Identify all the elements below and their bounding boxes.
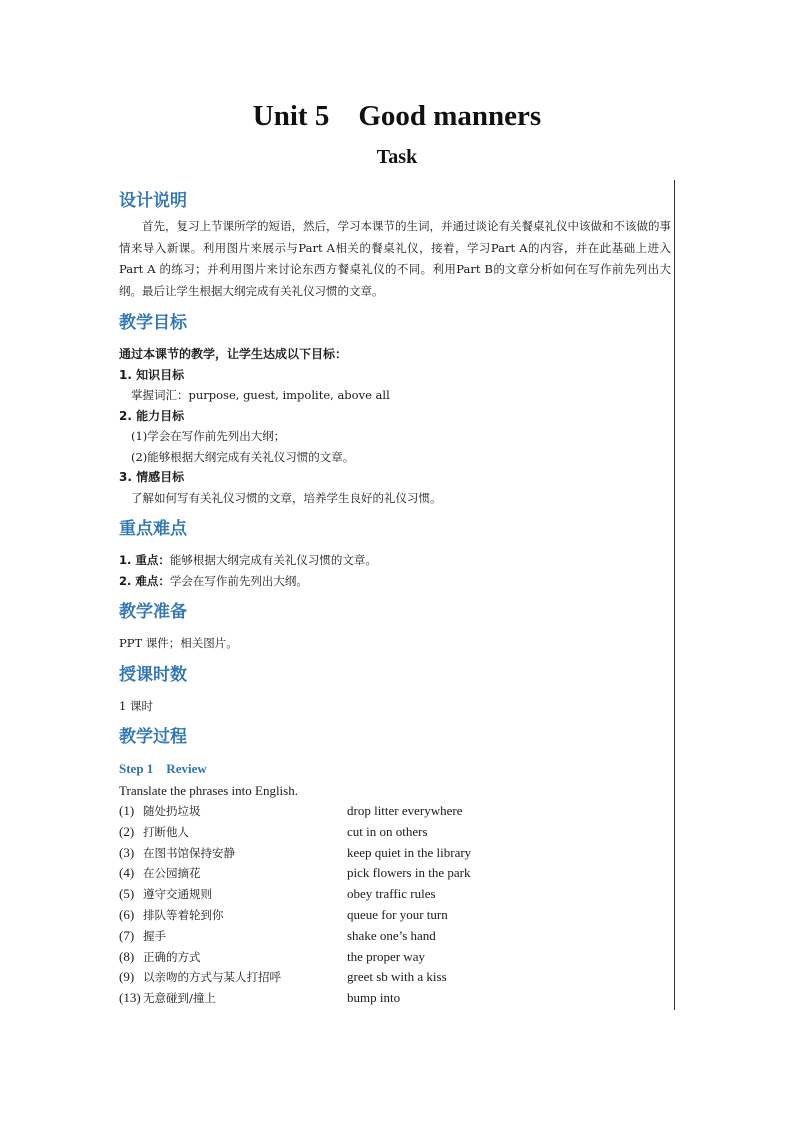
step-1-heading: Step 1 Review xyxy=(119,761,207,776)
hours-heading: 授课时数 xyxy=(119,664,187,685)
phrase-number: (7) xyxy=(119,927,135,943)
knowledge-title: 1. 知识目标 xyxy=(119,367,185,382)
phrase-number: (2) xyxy=(119,823,135,839)
phrase-row xyxy=(119,801,671,822)
phrase-english: keep quiet in the library xyxy=(347,844,472,860)
phrase-row xyxy=(119,967,671,988)
phrase-row xyxy=(119,822,671,843)
phrase-english: obey traffic rules xyxy=(347,886,436,902)
phrase-chinese: 握手 xyxy=(143,928,166,943)
emotion-text: 了解如何写有关礼仪习惯的文章，培养学生良好的礼仪习惯。 xyxy=(131,490,442,505)
goals-intro: 通过本课节的教学，让学生达成以下目标： xyxy=(119,347,348,361)
ability-item-1: (1)学会在写作前先列出大纲； xyxy=(131,429,286,443)
margin-rule xyxy=(674,180,675,1010)
phrase-chinese: 遵守交通规则 xyxy=(143,887,212,902)
phrase-row xyxy=(119,988,671,1009)
phrase-english: cut in on others xyxy=(347,823,428,839)
phrase-chinese: 以亲吻的方式与某人打招呼 xyxy=(143,970,281,985)
document-title: Unit 5 Good manners xyxy=(252,100,542,132)
phrase-number: (6) xyxy=(119,906,135,922)
key-text: 能够根据大纲完成有关礼仪习惯的文章。 xyxy=(169,553,377,567)
goals-heading: 教学目标 xyxy=(119,313,187,333)
phrase-number: (8) xyxy=(119,948,135,964)
knowledge-text: 掌握词汇：purpose, guest, impolite, above all xyxy=(131,388,390,402)
difficult-point xyxy=(119,571,671,592)
phrase-row xyxy=(119,905,671,926)
phrase-list xyxy=(119,801,671,1009)
prep-text: PPT 课件；相关图片。 xyxy=(119,636,238,650)
phrase-row xyxy=(119,947,671,968)
ability-item-2: (2)能够根据大纲完成有关礼仪习惯的文章。 xyxy=(131,449,355,464)
phrase-number: (1) xyxy=(119,803,135,818)
phrase-chinese: 正确的方式 xyxy=(143,949,201,964)
phrase-chinese: 随处扔垃圾 xyxy=(143,804,201,818)
phrase-chinese: 在图书馆保持安静 xyxy=(143,845,235,860)
phrase-chinese: 排队等着轮到你 xyxy=(143,907,224,922)
phrase-english: drop litter everywhere xyxy=(347,803,463,818)
phrase-number: (4) xyxy=(119,865,135,881)
phrase-english: greet sb with a kiss xyxy=(347,969,447,985)
phrase-chinese: 打断他人 xyxy=(143,824,189,839)
phrase-english: queue for your turn xyxy=(347,906,448,922)
phrase-number: (9) xyxy=(119,969,135,985)
design-text: 首先，复习上节课所学的短语，然后，学习本课节的生词，并通过谈论有关餐桌礼仪中该做和不该做的事情来导入新课。利用图片来展示与Part A相关的餐桌礼仪，接着，学习Part A的内容，并在此基础上进入Part A 的练习；并利用图片来讨论东西方餐桌礼仪的不同。利用Part B的文章分析如何在写作前先列出大纲。最后让学生根据大纲完成有关礼仪习惯的文章。 xyxy=(119,219,671,298)
phrase-chinese: 无意碰到/撞上 xyxy=(143,991,216,1006)
process-heading: 教学过程 xyxy=(119,727,187,747)
difficult-label: 2. 难点： xyxy=(119,573,170,588)
phrase-number: (5) xyxy=(119,886,135,902)
phrase-english: shake one’s hand xyxy=(347,927,436,943)
phrase-number: (13) xyxy=(119,990,141,1006)
step-1-instruction: Translate the phrases into English. xyxy=(119,783,298,798)
design-heading: 设计说明 xyxy=(119,191,187,211)
document-body xyxy=(119,186,671,1009)
phrase-english: bump into xyxy=(347,990,401,1006)
document-subtitle: Task xyxy=(376,146,418,168)
phrase-row xyxy=(119,843,671,864)
phrase-row xyxy=(119,863,671,884)
phrase-english: pick flowers in the park xyxy=(347,865,471,881)
emotion-title: 3. 情感目标 xyxy=(119,470,185,484)
ability-title: 2. 能力目标 xyxy=(119,408,185,423)
hours-text: 1 课时 xyxy=(119,698,153,713)
keypoints-heading: 重点难点 xyxy=(119,519,187,539)
phrase-english: the proper way xyxy=(347,948,425,964)
phrase-chinese: 在公园摘花 xyxy=(143,866,201,881)
phrase-row xyxy=(119,884,671,905)
difficult-text: 学会在写作前先列出大纲。 xyxy=(169,573,308,588)
phrase-number: (3) xyxy=(119,844,135,860)
prep-heading: 教学准备 xyxy=(119,602,187,622)
key-label: 1. 重点： xyxy=(119,553,170,567)
phrase-row xyxy=(119,926,671,947)
key-point xyxy=(119,550,671,571)
